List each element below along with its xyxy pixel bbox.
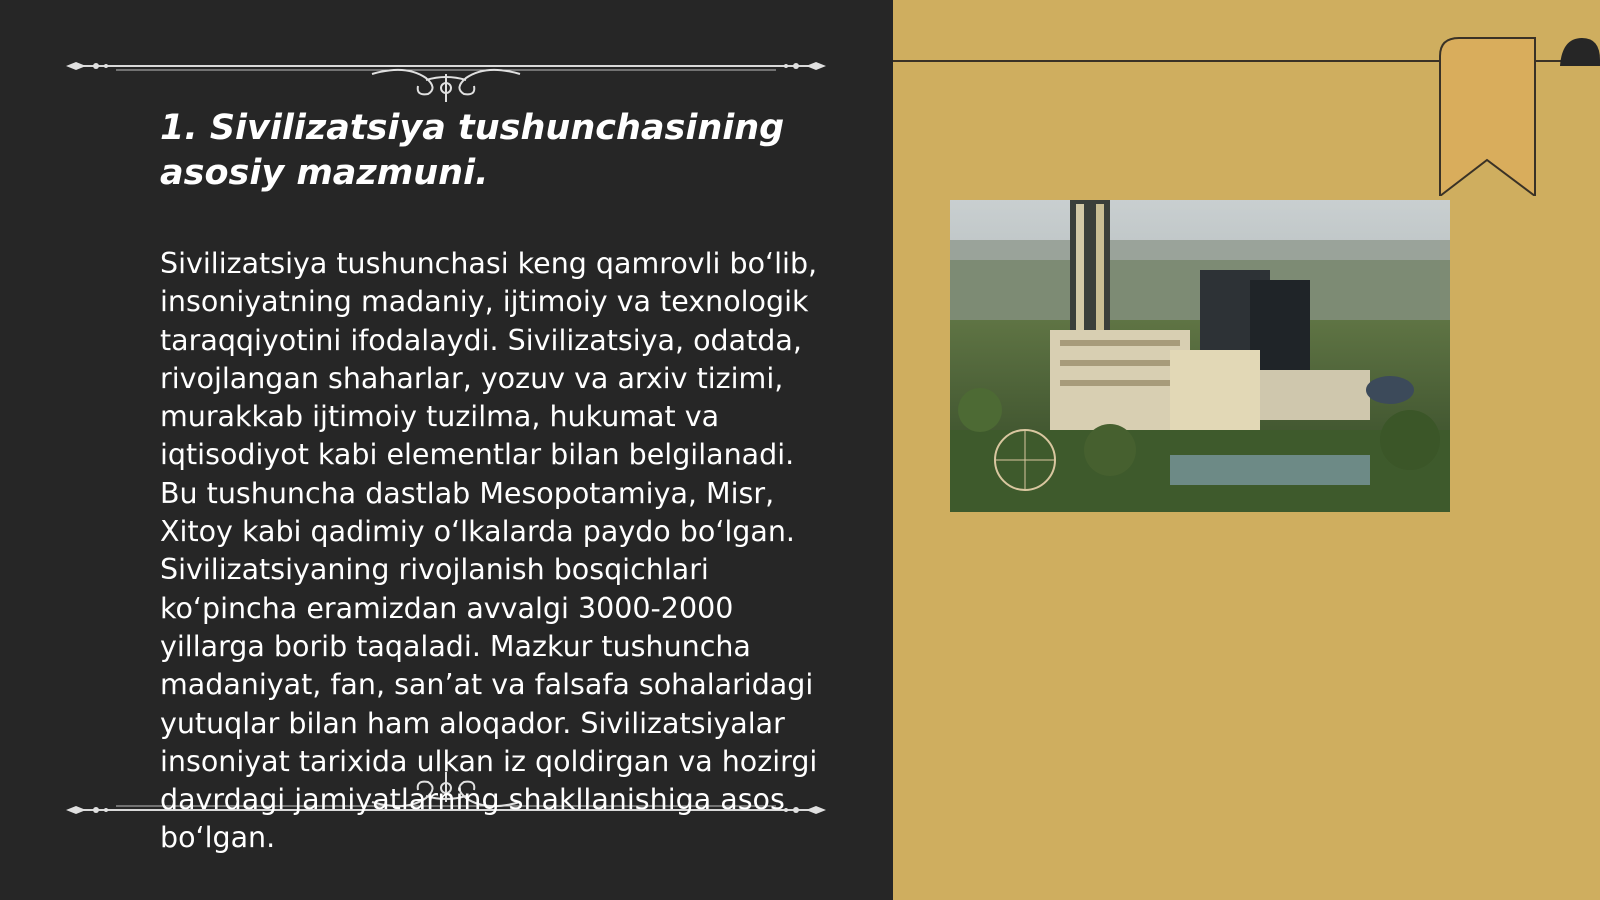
bookmark-ribbon-icon xyxy=(1437,36,1537,196)
city-photo xyxy=(950,200,1450,512)
slide-body-text: Sivilizatsiya tushunchasi keng qamrovli bo‘lib, insoniyatning madaniy, ijtimoiy va texnologik taraqqiyotini ifodalaydi. Sivilizatsiya, odatda, rivojlangan shaharlar, yozuv va arxiv tizimi, murakkab ijtimoiy tuzilma, hukumat va iqtisodiyot kabi elementlar bilan belgilanadi. Bu tushuncha dastlab Mesopotamiya, Misr, Xitoy kabi qadimiy o‘lkalarda paydo bo‘lgan. Sivilizatsiyaning rivojlanish bosqichlari ko‘pincha eramizdan avvalgi 3000-2000 yillarga borib taqaladi. Mazkur tushuncha madaniyat, fan, san’at va falsafa sohalaridagi yutuqlar bilan ham aloqador. Sivilizatsiyalar insoniyat tarixida ulkan iz qoldirgan va hozirgi davrdagi jamiyatlarning shakllanishiga asos bo‘lgan. xyxy=(160,247,818,855)
corner-cap-icon xyxy=(1560,36,1600,66)
top-ornament-icon xyxy=(66,44,826,104)
slide-title: 1. Sivilizatsiya tushunchasining asosiy mazmuni. xyxy=(160,108,785,193)
